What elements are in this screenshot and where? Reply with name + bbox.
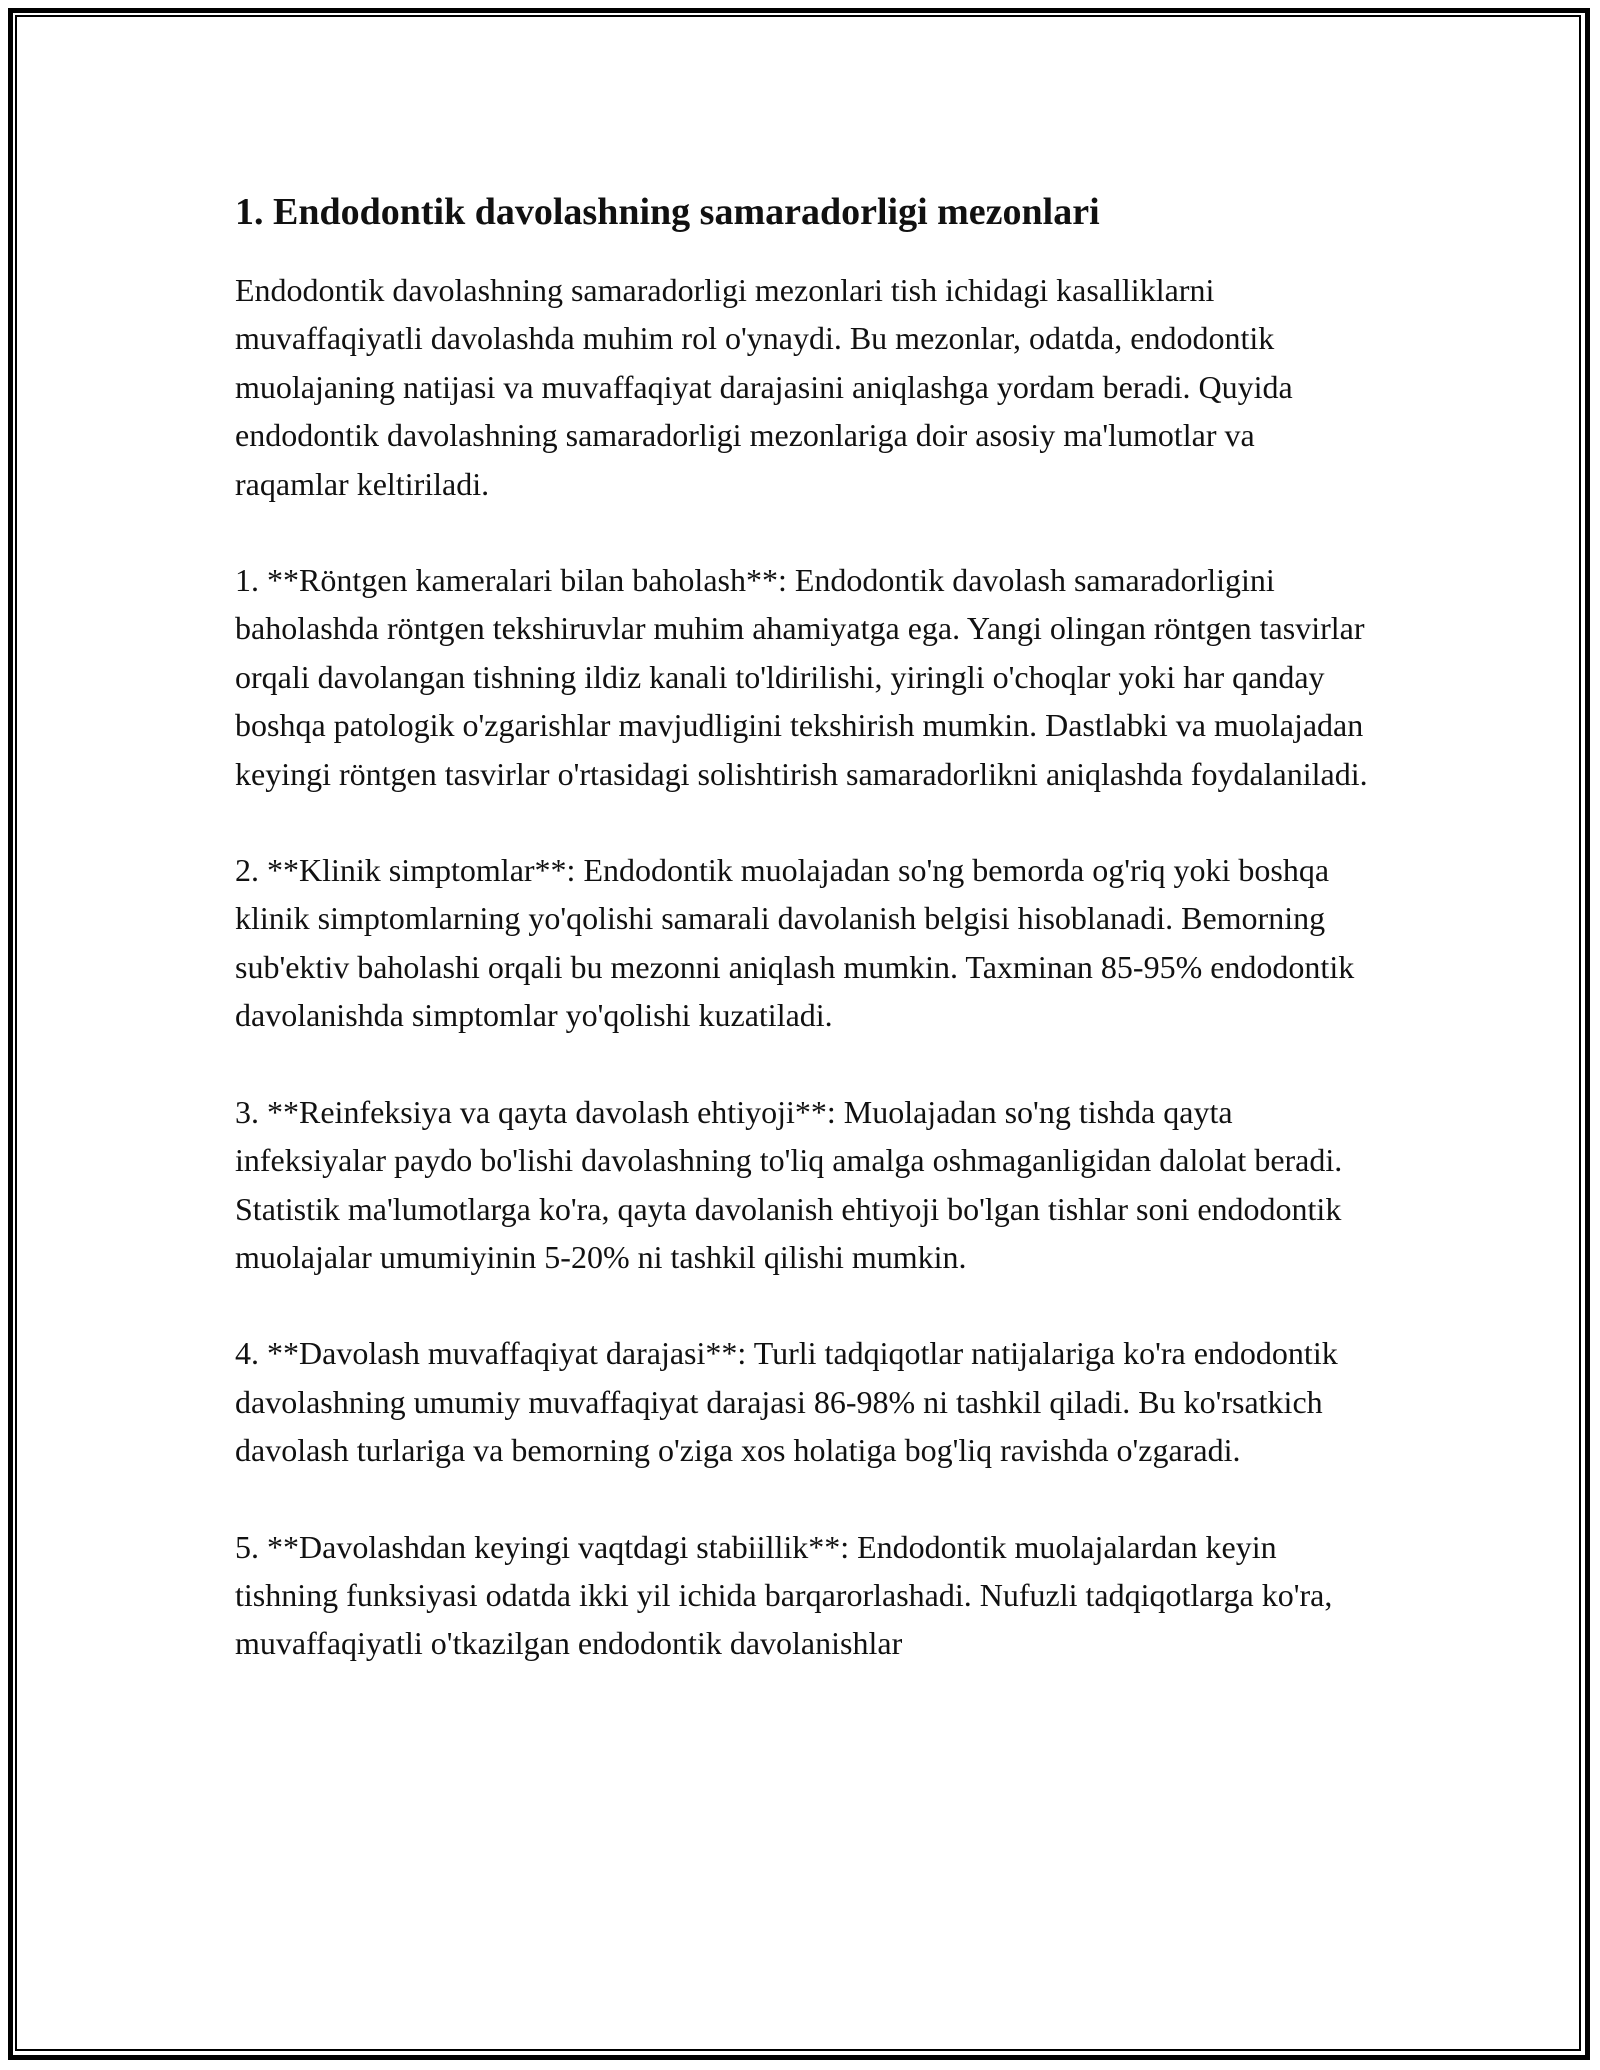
- criterion-paragraph-2: 2. **Klinik simptomlar**: Endodontik muolajadan so'ng bemorda og'riq yoki boshqa klinik simptomlarning yo'qolishi samarali davolanish belgisi hisoblanadi. Bemorning sub'ektiv baholashi orqali bu mezonni aniqlash mumkin. Taxminan 85-95% endodontik davolanishda simptomlar yo'qolishi kuzatiladi.: [235, 852, 1355, 1034]
- document-body: [235, 186, 1370, 1716]
- criterion-paragraph-1: 1. **Röntgen kameralari bilan baholash**: Endodontik davolash samaradorligini baholashda röntgen tekshiruvlar muhim ahamiyatga ega. Yangi olingan röntgen tasvirlar orqali davolangan tishning ildiz kanali to'ldirilishi, yiringli o'choqlar yoki har qanday boshqa patologik o'zgarishlar mavjudligini tekshirish mumkin. Dastlabki va muolajadan keyingi röntgen tasvirlar o'rtasidagi solishtirish samaradorlikni aniqlashda foydalaniladi.: [235, 562, 1368, 792]
- criterion-paragraph-5: 5. **Davolashdan keyingi vaqtdagi stabiillik**: Endodontik muolajalardan keyin tishning funksiyasi odatda ikki yil ichida barqarorlashadi. Nufuzli tadqiqotlarga ko'ra, muvaffaqiyatli o'tkazilgan endodontik davolanishlar: [235, 1528, 1333, 1662]
- criterion-paragraph-3: 3. **Reinfeksiya va qayta davolash ehtiyoji**: Muolajadan so'ng tishda qayta infeksiyalar paydo bo'lishi davolashning to'liq amalga oshmaganligidan dalolat beradi. Statistik ma'lumotlarga ko'ra, qayta davolanish ehtiyoji bo'lgan tishlar soni endodontik muolajalar umumiyinin 5-20% ni tashkil qilishi mumkin.: [235, 1093, 1343, 1275]
- section-heading: 1. Endodontik davolashning samaradorligi mezonlari: [235, 191, 1100, 233]
- criterion-paragraph-4: 4. **Davolash muvaffaqiyat darajasi**: Turli tadqiqotlar natijalariga ko'ra endodontik davolashning umumiy muvaffaqiyat darajasi 86-98% ni tashkil qiladi. Bu ko'rsatkich davolash turlariga va bemorning o'ziga xos holatiga bog'liq ravishda o'zgaradi.: [235, 1335, 1338, 1469]
- intro-paragraph: Endodontik davolashning samaradorligi mezonlari tish ichidagi kasalliklarni muvaffaqiyatli davolashda muhim rol o'ynaydi. Bu mezonlar, odatda, endodontik muolajaning natijasi va muvaffaqiyat darajasini aniqlashga yordam beradi. Quyida endodontik davolashning samaradorligi mezonlariga doir asosiy ma'lumotlar va raqamlar keltiriladi.: [235, 272, 1293, 502]
